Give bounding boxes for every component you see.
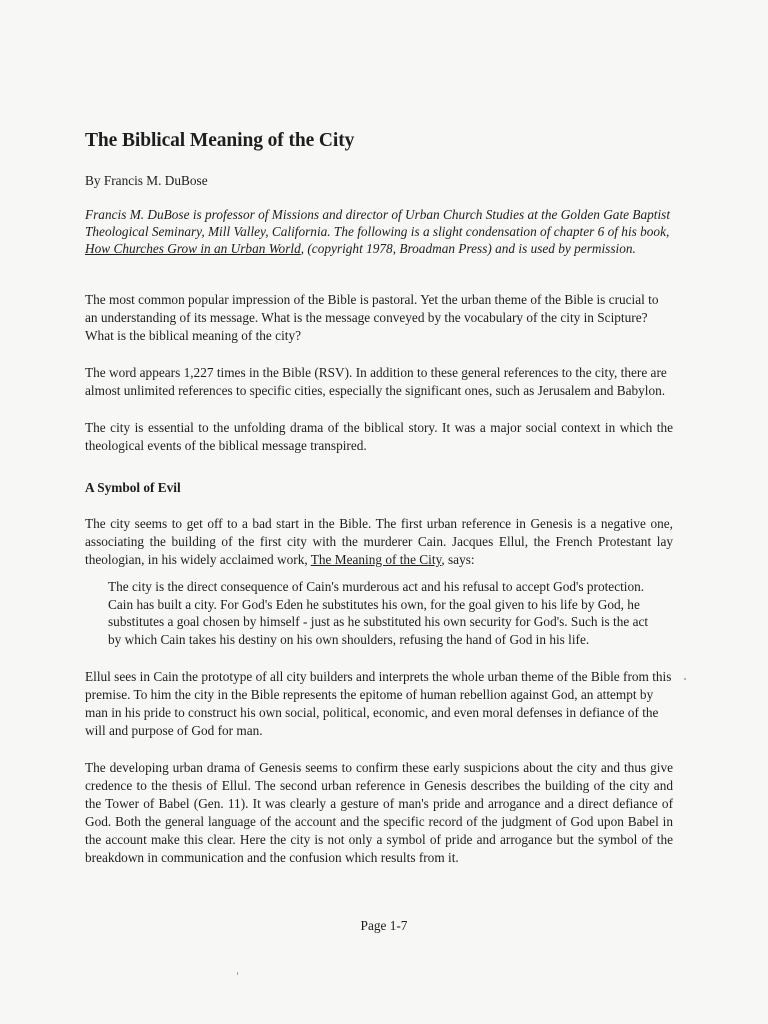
paragraph-genesis: The developing urban drama of Genesis seems to confirm these early suspicions about the city and thus give credence to the thesis of Ellul. The second urban reference in Genesis describes the building of the city and the Tower of Babel (Gen. 11). It was clearly a gesture of man's pride and arrogance and a direct defiance of God. Both the general language of the account and the specific record of the judgment of God upon Babel in the account make this clear. Here the city is not only a symbol of pride and arrogance but the symbol of the breakdown in communication and the confusion which results from it. (85, 760, 673, 865)
author-note (85, 206, 673, 257)
document-title: The Biblical Meaning of the City (85, 130, 355, 151)
scan-speck (237, 972, 238, 975)
page-footer (0, 917, 768, 935)
document-body (85, 128, 673, 886)
paragraph-intro-1: The most common popular impression of the Bible is pastoral. Yet the urban theme of the Bible is crucial to an understanding of its message. What is the message conveyed by the vocabulary of the city in Scipture? What is the biblical meaning of the city? (85, 292, 659, 343)
paragraph-symbol (85, 515, 673, 569)
block-quote: The city is the direct consequence of Cain's murderous act and his refusal to accept God's protection. Cain has built a city. For God's Eden he substitutes his own, for the goal given to his life by God, he substitutes a goal chosen by himself - just as he substituted his own security for God's. Such is the act by which Cain takes his destiny on his own shoulders, refusing the hand of God in his life. (108, 579, 649, 647)
paragraph-ellul: Ellul sees in Cain the prototype of all city builders and interprets the whole urban theme of the Bible from this premise. To him the city in the Bible represents the epitome of human rebellion against God, an attempt by man in his pride to construct his own social, political, economic, and even moral defenses in defiance of the will and purpose of God for man. (85, 669, 672, 738)
author-note-copyright: , (copyright 1978, Broadman Press) and is used by permission. (300, 241, 636, 256)
section-heading: A Symbol of Evil (85, 480, 181, 495)
paragraph-intro-3: The city is essential to the unfolding drama of the biblical story. It was a major social context in which the theological events of the biblical message transpired. (85, 420, 673, 453)
scan-speck (684, 678, 686, 680)
author-note-text: Francis M. DuBose is professor of Missions and director of Urban Church Studies at the Golden Gate Baptist Theological Seminary, Mill Valley, California. The following is a slight condensation of chapter 6 of his book, (85, 207, 671, 239)
paragraph-intro-2: The word appears 1,227 times in the Bible (RSV). In addition to these general references to the city, there are almost unlimited references to specific cities, especially the significant ones, such as Jerusalem and Babylon. (85, 365, 667, 398)
book-title: How Churches Grow in an Urban World (85, 241, 301, 256)
author-byline: By Francis M. DuBose (85, 173, 208, 188)
reference-title: The Meaning of the City (310, 552, 442, 567)
paragraph-symbol-end: , says: (441, 552, 475, 567)
page-number: Page 1-7 (360, 918, 408, 933)
paragraph-symbol-text: The city seems to get off to a bad start in the Bible. The first urban reference in Genesis is a negative one, associating the building of the first city with the murderer Cain. Jacques Ellul, the French Protestant lay theologian, in his widely acclaimed work, (85, 516, 673, 567)
